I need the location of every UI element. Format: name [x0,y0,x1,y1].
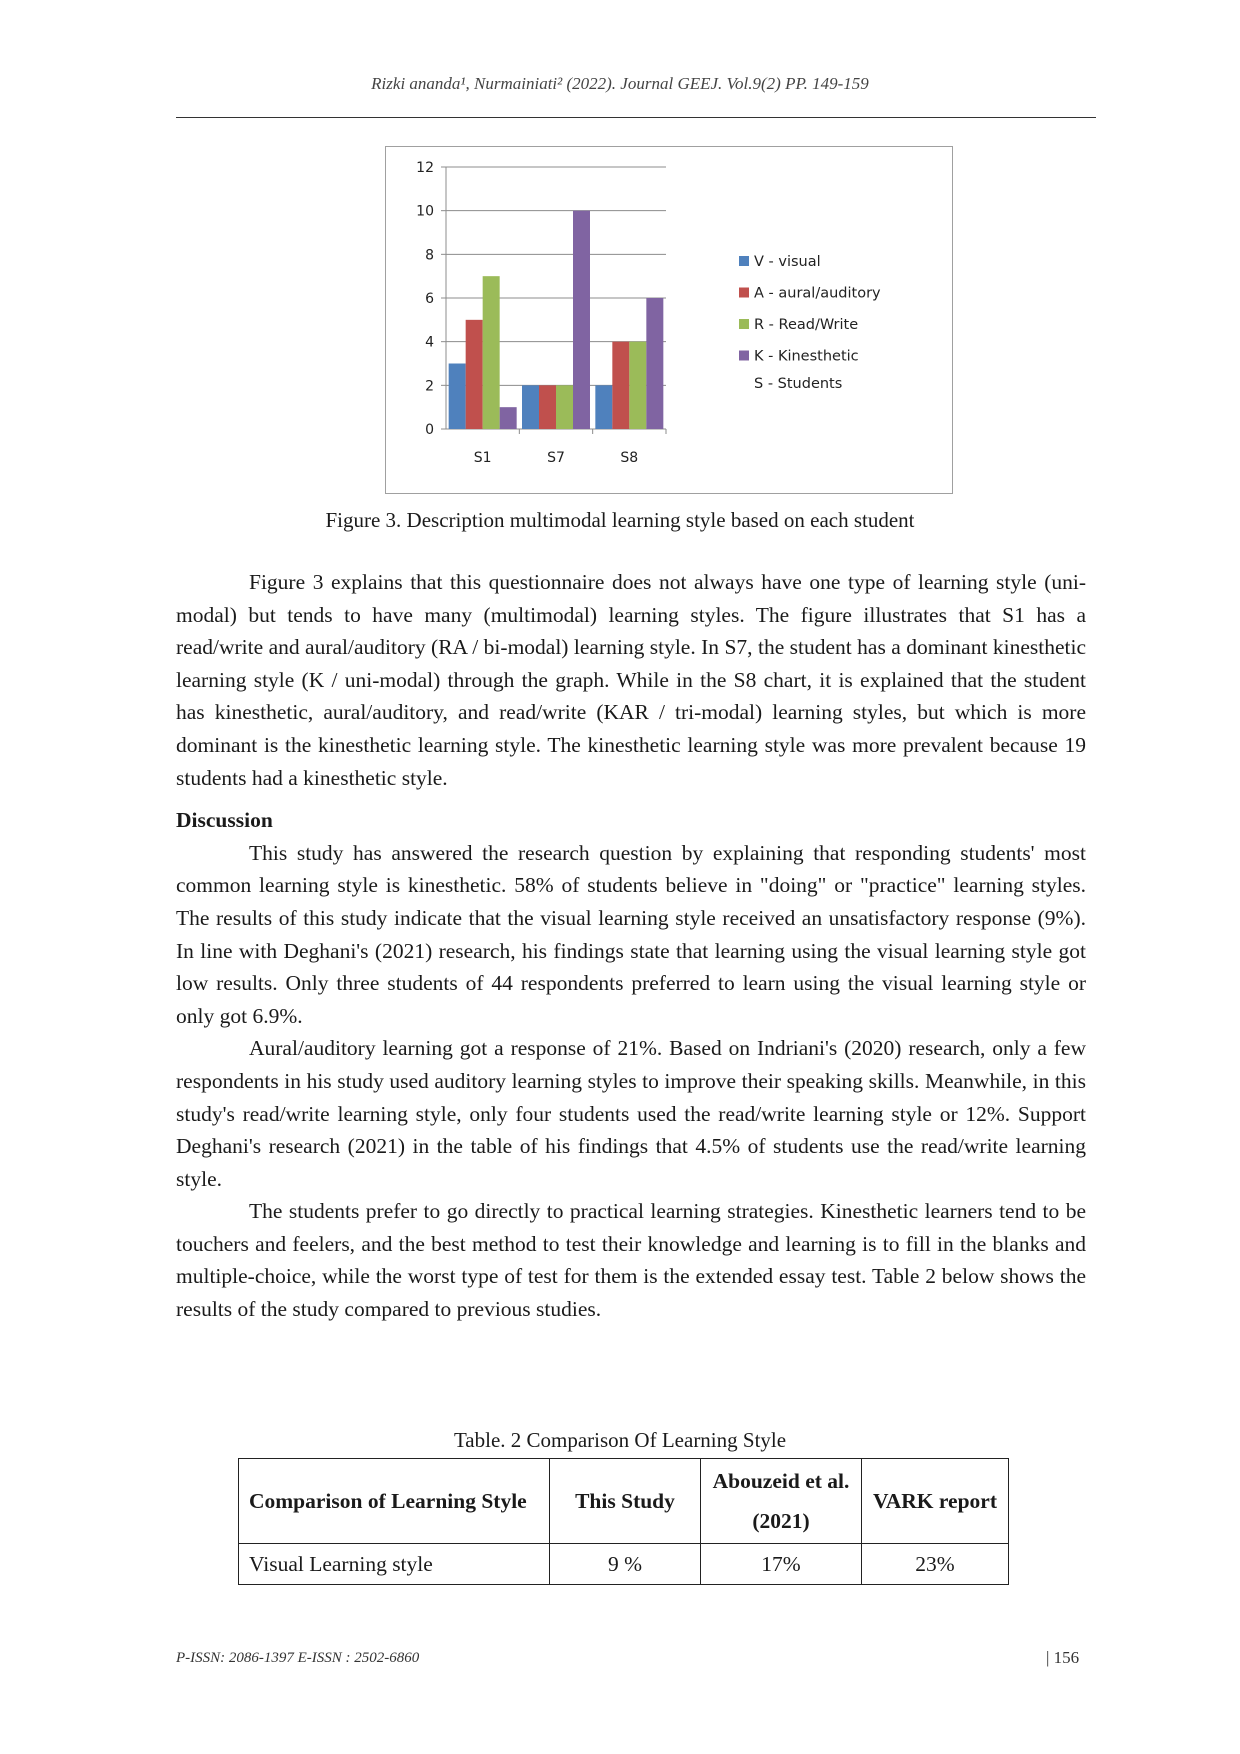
header-vark: VARK report [862,1459,1009,1544]
legend-label-2: R - Read/Write [754,317,859,333]
figure-caption: Figure 3. Description multimodal learning style based on each student [325,508,915,532]
paragraph-1: Figure 3 explains that this questionnaire does not always have one type of learning style (uni-modal) but tends to have many (multimodal) learning styles. The figure illustrates that S1 has a read/write and aural/auditory (RA / bi-modal) learning style. In S7, the student has a dominant kinesthetic learning style (K / uni-modal) through the graph. While in the S8 chart, it is explained that the student has kinesthetic, aural/auditory, and read/write (KAR / tri-modal) learning styles, but which is more dominant is the kinesthetic learning style. The kinesthetic learning style was more prevalent because 19 students had a kinesthetic style. [176,570,1086,790]
row-label: Visual Learning style [239,1544,550,1585]
y-tick-label: 8 [425,247,434,264]
bar-s8-series-0 [595,385,612,429]
discussion-heading: Discussion [176,808,273,833]
y-tick-label: 12 [416,160,434,176]
bar-s1-series-3 [500,407,517,429]
y-tick-label: 4 [425,334,434,351]
legend-swatch-1 [739,288,749,298]
legend-label-1: A - aural/auditory [754,285,881,302]
bar-s7-series-0 [522,385,539,429]
legend-swatch-3 [739,351,749,361]
legend-label-3: K - Kinesthetic [754,348,859,365]
bar-s1-series-0 [449,364,466,430]
footer-issn: P-ISSN: 2086-1397 E-ISSN : 2502-6860 [176,1650,420,1666]
figure-3-chart [385,146,953,494]
comparison-table [238,1458,1009,1585]
legend-note: S - Students [754,376,843,392]
main-text-block [176,566,1086,1326]
x-tick-label: S8 [620,450,639,466]
bar-s1-series-1 [466,320,483,429]
y-tick-label: 2 [425,378,434,395]
bar-chart [386,147,952,493]
bar-s1-series-2 [483,276,500,429]
bar-s7-series-2 [556,385,573,429]
y-tick-label: 10 [416,203,434,220]
header-abouzeid: Abouzeid et al. (2021) [701,1459,862,1544]
row-vark: 23% [862,1544,1009,1585]
legend-swatch-0 [739,256,749,266]
paragraph-4: The students prefer to go directly to practical learning strategies. Kinesthetic learners tend to be touchers and feelers, and the best method to test their knowledge and learning is to fill in the blanks and multiple-choice, while the worst type of test for them is the extended essay test. Table 2 below shows the results of the study compared to previous studies. [176,1199,1086,1322]
bar-s7-series-3 [573,211,590,429]
table-row [239,1544,1009,1585]
header-rule [176,117,1096,118]
bar-s7-series-1 [539,385,556,429]
page-number: | 156 [1046,1648,1080,1667]
running-head: Rizki ananda¹, Nurmainiati² (2022). Journal GEEJ. Vol.9(2) PP. 149-159 [371,74,869,93]
legend-label-0: V - visual [754,254,821,270]
y-tick-label: 0 [425,422,434,438]
table-caption: Table. 2 Comparison Of Learning Style [453,1428,787,1452]
bar-s8-series-2 [629,342,646,429]
bar-s8-series-1 [612,342,629,429]
paragraph-2: This study has answered the research question by explaining that responding students' most common learning style is kinesthetic. 58% of students believe in "doing" or "practice" learning styles. The results of this study indicate that the visual learning style received an unsatisfactory response (9%). In line with Deghani's (2021) research, his findings state that learning using the visual learning style got low results. Only three students of 44 respondents preferred to learn using the visual learning style or only got 6.9%. [176,840,1086,1028]
row-abouzeid: 17% [701,1544,862,1585]
header-this-study: This Study [550,1459,701,1544]
x-tick-label: S1 [473,450,492,466]
row-this-study: 9 % [550,1544,701,1585]
header-comparison: Comparison of Learning Style [239,1459,550,1544]
y-tick-label: 6 [425,291,434,307]
table-header-row [239,1459,1009,1544]
x-tick-label: S7 [547,450,565,466]
bar-s8-series-3 [646,298,663,429]
legend-swatch-2 [739,319,749,329]
paragraph-3: Aural/auditory learning got a response of 21%. Based on Indriani's (2020) research, only a few respondents in his study used auditory learning styles to improve their speaking skills. Meanwhile, in this study's read/write learning style, only four students used the read/write learning style or 12%. Support Deghani's research (2021) in the table of his findings that 4.5% of students use the read/write learning style. [176,1036,1086,1191]
